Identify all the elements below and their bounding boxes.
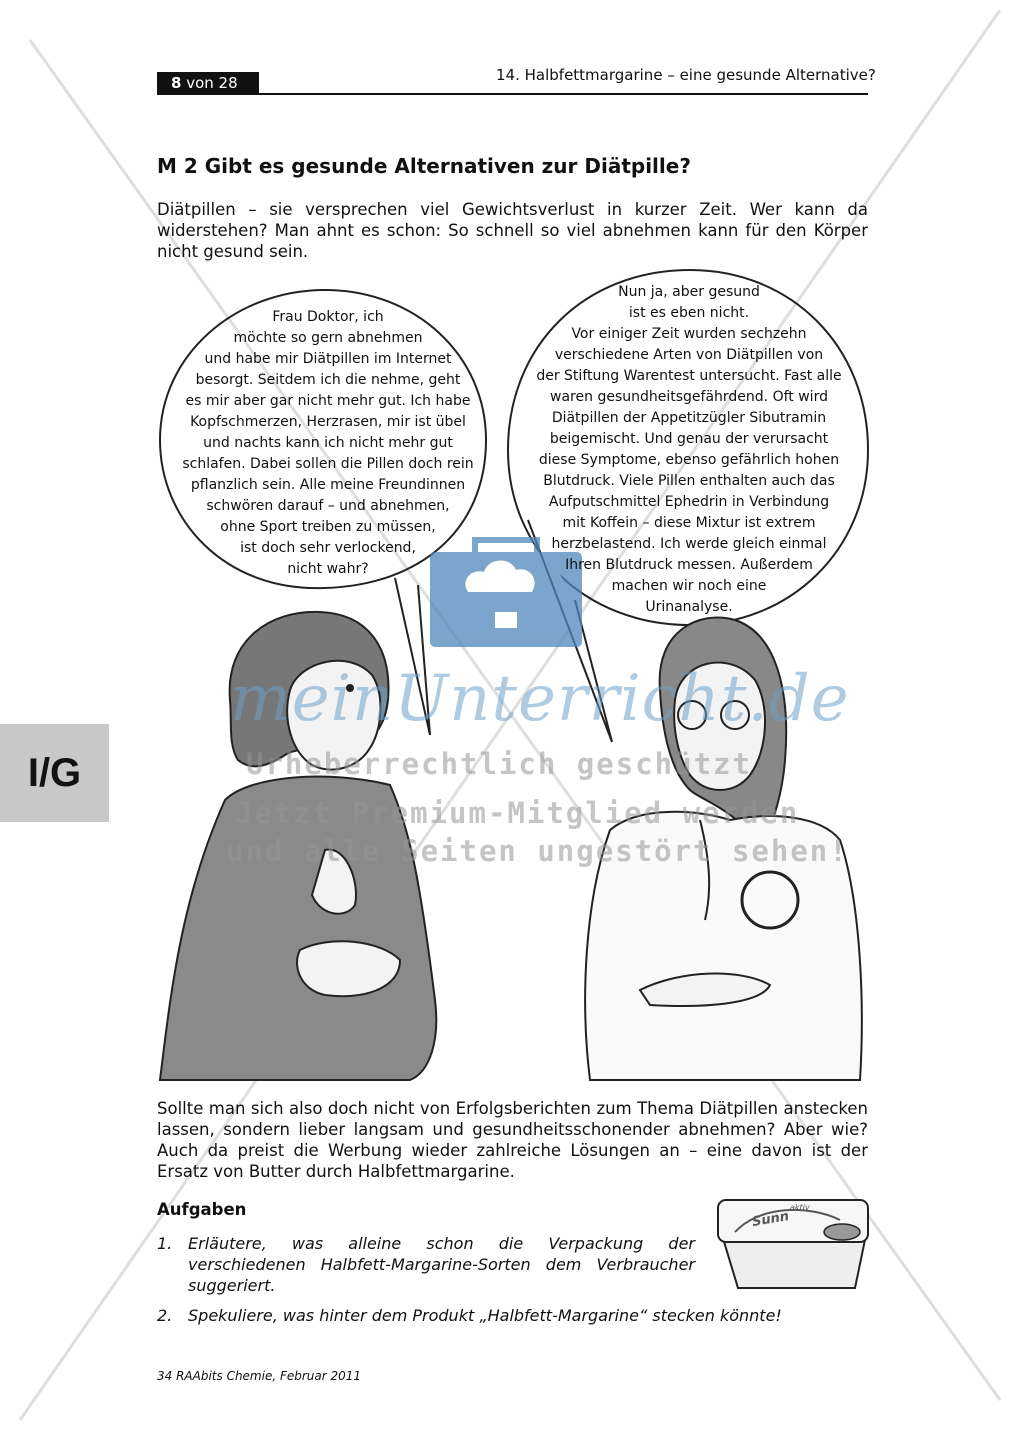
section-title: M 2 Gibt es gesunde Alternativen zur Diätpille?	[157, 154, 691, 178]
speech-line: besorgt. Seitdem ich die nehme, geht	[195, 372, 461, 388]
footer-source: 34 RAAbits Chemie, Februar 2011	[157, 1369, 362, 1383]
speech-line: und habe mir Diätpillen im Internet	[204, 351, 452, 367]
speech-line: verschiedene Arten von Diätpillen von	[554, 347, 824, 363]
speech-line: machen wir noch eine	[611, 578, 767, 594]
tub-brand-label: Sunn	[750, 1208, 791, 1231]
task-item	[157, 1305, 857, 1326]
speech-line: ist doch sehr verlockend,	[240, 540, 416, 556]
task-text: Spekuliere, was hinter dem Produkt „Halbfett-Margarine“ stecken könnte!	[188, 1306, 782, 1325]
tub-sub-label: aktiv	[790, 1203, 810, 1212]
watermark-brand: meinUnterricht.de	[230, 662, 850, 736]
page-current: 8	[171, 74, 182, 92]
speech-line: ist es eben nicht.	[628, 305, 750, 321]
task-number: 2.	[157, 1306, 173, 1325]
speech-line: waren gesundheitsgefährdend. Oft wird	[550, 389, 828, 405]
task-text: Erläutere, was alleine schon die Verpackung der verschiedenen Halbfett-Margarine-Sorten dem Verbraucher suggeriert.	[188, 1234, 695, 1295]
watermark-pages: und alle Seiten ungestört sehen!	[226, 834, 849, 868]
speech-line: Blutdruck. Viele Pillen enthalten auch das	[543, 473, 835, 489]
speech-line: diese Symptome, ebenso gefährlich hohen	[538, 452, 840, 468]
speech-line: herzbelastend. Ich werde gleich einmal	[551, 536, 827, 552]
speech-line: ohne Sport treiben zu müssen,	[220, 519, 436, 535]
speech-line: beigemischt. Und genau der verursacht	[549, 431, 829, 447]
speech-line: Frau Doktor, ich	[272, 309, 384, 325]
speech-line: Ihren Blutdruck messen. Außerdem	[565, 557, 813, 573]
task-item	[157, 1233, 695, 1296]
margarine-tub-illustration	[718, 1200, 868, 1288]
patient-speech-text	[170, 307, 486, 580]
intro-paragraph: Diätpillen – sie versprechen viel Gewichtsverlust in kurzer Zeit. Wer kann da widerstehen? Man ahnt es schon: So schnell so viel abnehmen kann für den Körper nicht gesund sein.	[157, 200, 868, 261]
subject-tab: I/G	[0, 724, 109, 822]
speech-line: und nachts kann ich nicht mehr gut	[203, 435, 453, 451]
speech-line: mit Koffein – diese Mixtur ist extrem	[562, 515, 816, 531]
tasks-heading: Aufgaben	[157, 1200, 247, 1219]
task-number: 1.	[157, 1234, 173, 1253]
doctor-speech-text	[518, 282, 860, 618]
speech-line: pflanzlich sein. Alle meine Freundinnen	[190, 477, 466, 493]
speech-line: schlafen. Dabei sollen die Pillen doch rein	[182, 456, 474, 472]
speech-line: Vor einiger Zeit wurden sechzehn	[571, 326, 807, 342]
speech-line: der Stiftung Warentest untersucht. Fast alle	[536, 368, 842, 384]
speech-line: Diätpillen der Appetitzügler Sibutramin	[551, 410, 827, 426]
speech-line: es mir aber gar nicht mehr gut. Ich habe	[185, 393, 471, 409]
speech-line: Urinanalyse.	[645, 599, 733, 615]
speech-line: Aufputschmittel Ephedrin in Verbindung	[548, 494, 830, 510]
speech-line: möchte so gern abnehmen	[233, 330, 423, 346]
speech-line: Kopfschmerzen, Herzrasen, mir ist übel	[190, 414, 466, 430]
page-total: von 28	[186, 74, 238, 92]
watermark-premium: Jetzt Premium-Mitglied werden	[235, 796, 800, 830]
watermark-copyright: Urheberrechtlich geschützt	[246, 747, 752, 781]
speech-line: schwören darauf – und abnehmen,	[206, 498, 450, 514]
speech-line: nicht wahr?	[287, 561, 369, 577]
speech-line: Nun ja, aber gesund	[618, 284, 760, 300]
running-title: 14. Halbfettmargarine – eine gesunde Alternative?	[496, 66, 876, 84]
outro-paragraph: Sollte man sich also doch nicht von Erfolgsberichten zum Thema Diätpillen anstecken lassen, sondern lieber langsam und gesundheitsschonender abnehmen? Aber wie? Auch da preist die Werbung wieder zahlreiche Lösungen an – eine davon ist der Ersatz von Butter durch Halbfettmargarine.	[157, 1099, 868, 1181]
